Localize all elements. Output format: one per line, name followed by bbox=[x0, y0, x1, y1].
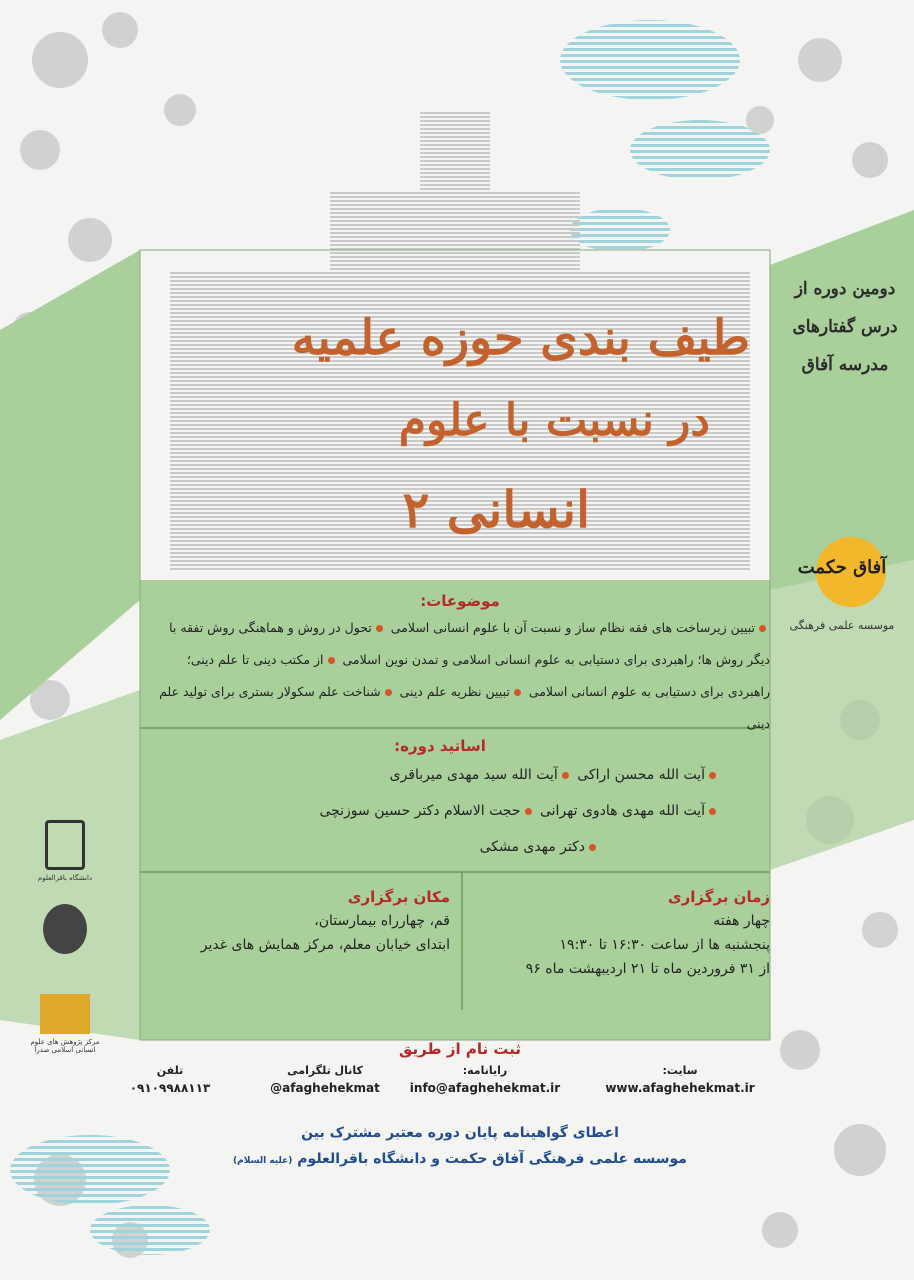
topic-item: از مکتب دینی تا علم دینی؛ راهبردی برای دستیابی به علوم انسانی اسلامی bbox=[186, 652, 770, 699]
place-section bbox=[150, 885, 450, 957]
topic-item: تبیین زیرساخت های فقه نظام ساز و نسبت آن با علوم انسانی اسلامی bbox=[390, 620, 755, 635]
time-line-3: از ۳۱ فروردین ماه تا ۲۱ اردیبهشت ماه ۹۶ bbox=[525, 961, 770, 977]
main-title bbox=[140, 290, 770, 580]
place-line-1: قم، چهارراه بیمارستان، bbox=[314, 913, 450, 929]
teachers-heading: اساتید دوره: bbox=[394, 737, 486, 755]
sadra-logo-icon bbox=[40, 994, 90, 1034]
bullet-icon bbox=[759, 625, 766, 632]
teacher-name: حجت الاسلام دکتر حسین سوزنچی bbox=[319, 803, 521, 819]
teachers-section bbox=[160, 735, 720, 865]
telegram-link[interactable]: @afaghehekmat bbox=[270, 1081, 380, 1095]
side-note-line-3: مدرسه آفاق bbox=[801, 355, 889, 375]
green-band-left bbox=[0, 250, 140, 720]
teacher-name: آیت الله محسن اراکی bbox=[577, 767, 705, 783]
phone-number[interactable]: ۰۹۱۰۹۹۸۸۱۱۳ bbox=[129, 1081, 211, 1095]
bullet-icon bbox=[514, 689, 521, 696]
topic-item: تحول در روش و هماهنگی روش تفقه با دیگر روش ها؛ راهبردی برای دستیابی به علوم انسانی اسلامی و تمدن نوین اسلامی bbox=[169, 620, 770, 667]
certificate-note: (علیه السلام) bbox=[233, 1156, 293, 1166]
side-note-line-1: دومین دوره از bbox=[794, 279, 896, 299]
contact-site bbox=[580, 1064, 780, 1095]
place-line-2: ابتدای خیابان معلم، مرکز همایش های غدیر bbox=[200, 937, 450, 953]
university-logo-icon bbox=[45, 820, 85, 870]
bullet-icon bbox=[709, 808, 716, 815]
place-heading: مکان برگزاری bbox=[347, 888, 450, 906]
certificate-line-2: موسسه علمی فرهنگی آفاق حکمت و دانشگاه باقرالعلوم bbox=[297, 1151, 687, 1167]
certificate-line-2-wrap bbox=[150, 1146, 770, 1174]
teachers-row bbox=[160, 793, 720, 829]
time-line-2: پنجشنبه ها از ساعت ۱۶:۳۰ تا ۱۹:۳۰ bbox=[559, 937, 770, 953]
time-heading: زمان برگزاری bbox=[667, 888, 770, 906]
certificate-line-1: اعطای گواهینامه پایان دوره معتبر مشترک بین bbox=[301, 1125, 619, 1141]
afagh-hekmat-logo bbox=[786, 535, 898, 645]
teacher-name: آیت الله سید مهدی میرباقری bbox=[389, 767, 558, 783]
teachers-row bbox=[160, 757, 720, 793]
certificate-section bbox=[150, 1120, 770, 1174]
title-line-3: انسانی ۲ bbox=[402, 480, 590, 539]
partner-logos bbox=[30, 820, 100, 1054]
topic-item: شناخت علم سکولار بستری برای تولید علم دینی bbox=[159, 684, 770, 731]
contact-phone bbox=[100, 1064, 240, 1095]
bullet-icon bbox=[376, 625, 383, 632]
teachers-row bbox=[160, 829, 720, 865]
title-line-2: در نسبت با علوم bbox=[398, 395, 710, 446]
side-note-line-2: درس گفتارهای bbox=[792, 317, 898, 337]
teacher-name: آیت الله مهدی هادوی تهرانی bbox=[539, 803, 705, 819]
title-line-1: طیف بندی حوزه علمیه bbox=[291, 310, 750, 366]
partner-logo-1-label: دانشگاه باقرالعلوم bbox=[37, 874, 93, 882]
bullet-icon bbox=[709, 772, 716, 779]
topic-item: تبیین نظریه علم دینی bbox=[399, 684, 510, 699]
email-link[interactable]: info@afaghehekmat.ir bbox=[409, 1081, 561, 1095]
bullet-icon bbox=[589, 844, 596, 851]
time-section bbox=[470, 885, 770, 981]
contact-telegram bbox=[255, 1064, 395, 1095]
topics-section bbox=[150, 590, 770, 740]
registration-heading: ثبت نام از طریق bbox=[399, 1040, 521, 1058]
telegram-label: کانال تلگرامی bbox=[287, 1064, 363, 1077]
site-label: سایت: bbox=[662, 1064, 698, 1077]
bullet-icon bbox=[328, 657, 335, 664]
time-line-1: چهار هفته bbox=[713, 913, 770, 929]
contact-email bbox=[405, 1064, 565, 1095]
teacher-name: دکتر مهدی مشکی bbox=[479, 839, 585, 855]
side-note bbox=[790, 270, 900, 384]
topics-list bbox=[150, 612, 770, 740]
logo-subtitle: موسسه علمی فرهنگی bbox=[789, 619, 895, 632]
partner-logo-2-label: مرکز پژوهش های علوم انسانی اسلامی صدرا bbox=[30, 1038, 100, 1054]
site-link[interactable]: www.afaghehekmat.ir bbox=[605, 1081, 755, 1095]
bullet-icon bbox=[562, 772, 569, 779]
email-label: رایانامه: bbox=[462, 1064, 508, 1077]
bullet-icon bbox=[385, 689, 392, 696]
bullet-icon bbox=[525, 808, 532, 815]
registration-section bbox=[150, 1040, 770, 1058]
green-band-right bbox=[770, 210, 914, 590]
logo-name: آفاق حکمت bbox=[797, 557, 887, 578]
topics-heading: موضوعات: bbox=[420, 592, 500, 610]
contacts-row bbox=[100, 1064, 780, 1114]
phone-label: تلفن bbox=[156, 1064, 184, 1077]
emblem-logo-icon bbox=[43, 904, 87, 954]
